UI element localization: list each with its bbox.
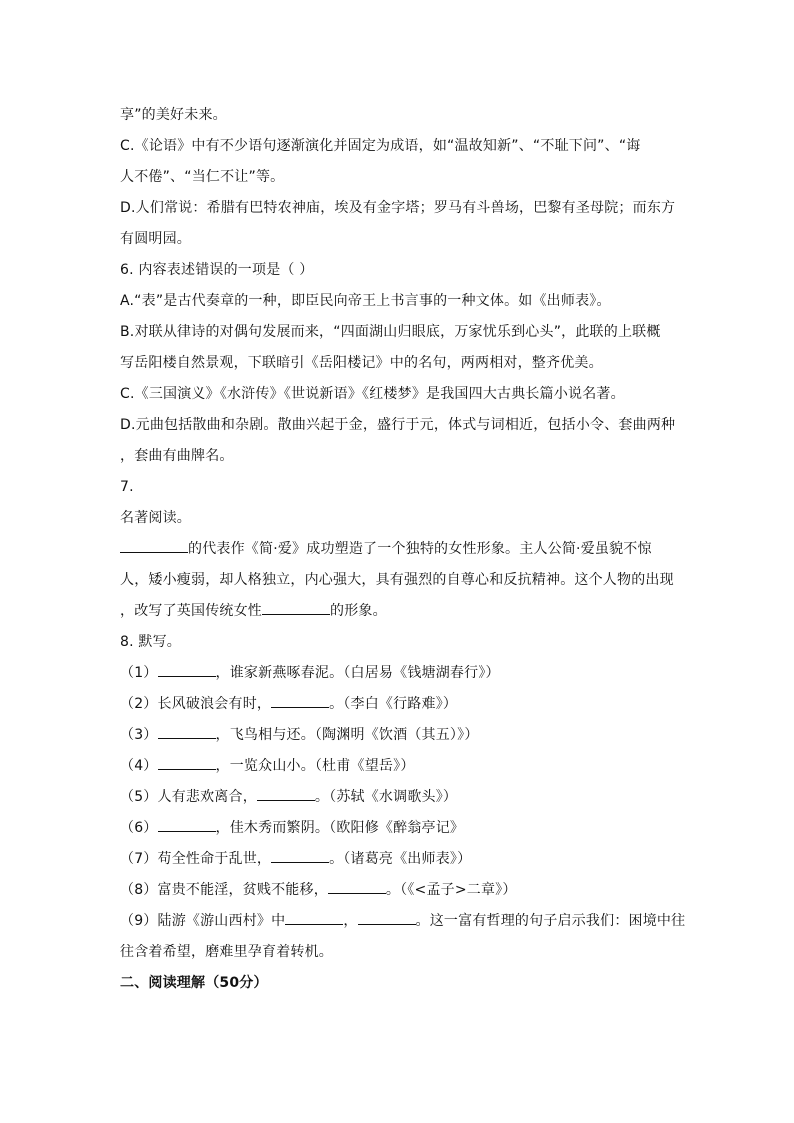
answer-blank[interactable] xyxy=(262,600,330,615)
item-prefix: （6） xyxy=(120,820,158,836)
q6-option-d-line2: ，套曲有曲牌名。 xyxy=(120,448,234,464)
document-page xyxy=(120,100,686,999)
q8-item-9 xyxy=(120,906,686,937)
answer-blank[interactable] xyxy=(158,662,216,677)
item-prefix: （9）陆游《游山西村》中 xyxy=(120,913,286,929)
answer-blank[interactable] xyxy=(271,693,329,708)
q7-line3-text-before: ，改写了英国传统女性 xyxy=(120,603,262,619)
item-prefix: （4） xyxy=(120,758,158,774)
q7-line3-text-after: 的形象。 xyxy=(330,603,387,619)
q7-line1 xyxy=(120,534,680,565)
item-suffix: 。（李白《行路难》） xyxy=(329,696,458,712)
answer-blank[interactable] xyxy=(271,848,329,863)
q7-line3 xyxy=(120,596,680,627)
question-7-title: 名著阅读。 xyxy=(120,510,191,526)
q6-option-c: C.《三国演义》《水浒传》《世说新语》《红楼梦》是我国四大古典长篇小说名著。 xyxy=(120,386,625,402)
answer-blank[interactable] xyxy=(158,817,216,832)
item-suffix: 。（诸葛亮《出师表》） xyxy=(329,851,472,867)
item-suffix: 。（苏轼《水调歌头》） xyxy=(314,789,458,805)
answer-blank[interactable] xyxy=(257,786,315,801)
text-line-5: 有圆明园。 xyxy=(120,231,191,247)
item-prefix: （7）苟全性命于乱世， xyxy=(120,851,272,867)
item-prefix: （1） xyxy=(120,665,158,681)
q6-option-b-line2: 写岳阳楼自然景观，下联暗引《岳阳楼记》中的名句，两两相对，整齐优美。 xyxy=(120,355,603,371)
q8-item-1 xyxy=(120,658,680,689)
question-6-heading: 6. 内容表述错误的一项是（ ） xyxy=(120,262,314,278)
item-suffix: ，一览众山小。（杜甫《望岳》） xyxy=(215,758,415,774)
item-suffix: 。（《<孟子>二章》） xyxy=(385,882,517,898)
text-line-1: 享”的美好未来。 xyxy=(120,107,227,123)
text-line-2: C.《论语》中有不少语句逐渐演化并固定为成语，如“温故知新”、“不耻下问”、“诲 xyxy=(120,138,641,154)
answer-blank[interactable] xyxy=(158,755,216,770)
q8-item-6 xyxy=(120,813,680,844)
q8-item-3 xyxy=(120,720,680,751)
item-prefix: （5）人有悲欢离合， xyxy=(120,789,257,805)
item-prefix: （2）长风破浪会有时， xyxy=(120,696,272,712)
item-suffix: ，飞鸟相与还。（陶渊明《饮酒（其五）》） xyxy=(215,727,479,743)
q6-option-b-line1: B.对联从律诗的对偶句发展而来，“四面湖山归眼底，万家忧乐到心头”，此联的上联概 xyxy=(120,324,661,340)
item-prefix: （8）富贵不能淫，贫贱不能移， xyxy=(120,882,328,898)
item-suffix: ，佳木秀而繁阴。（欧阳修《醉翁亭记》 xyxy=(215,820,465,836)
item-suffix: 。这一富有哲理的句子启示我们：困境中往 xyxy=(415,913,686,929)
question-8-heading: 8. 默写。 xyxy=(120,634,182,650)
question-7-number: 7. xyxy=(120,479,134,495)
q6-option-d-line1: D.元曲包括散曲和杂剧。散曲兴起于金，盛行于元，体式与词相近，包括小令、套曲两种 xyxy=(120,417,676,433)
q8-item-4 xyxy=(120,751,680,782)
answer-blank[interactable] xyxy=(328,879,386,894)
q8-item-5 xyxy=(120,782,680,813)
answer-blank[interactable] xyxy=(158,724,216,739)
answer-blank[interactable] xyxy=(285,910,343,925)
answer-blank[interactable] xyxy=(120,538,188,553)
q8-item-7 xyxy=(120,844,680,875)
item-prefix: （3） xyxy=(120,727,158,743)
q6-option-a: A.“表”是古代奏章的一种，即臣民向帝王上书言事的一种文体。如《出师表》。 xyxy=(120,293,611,309)
item-separator: ， xyxy=(343,913,358,929)
text-line-3: 人不倦”、“当仁不让”等。 xyxy=(120,169,285,185)
item-suffix: ，谁家新燕啄春泥。（白居易《钱塘湖春行》） xyxy=(215,665,500,681)
q7-line2: 人，矮小瘦弱，却人格独立，内心强大，具有强烈的自尊心和反抗精神。这个人物的出现 xyxy=(120,572,674,588)
q8-item-8 xyxy=(120,875,680,906)
q7-line1-text: 的代表作《简·爱》成功塑造了一个独特的女性形象。主人公简·爱虽貌不惊 xyxy=(188,541,652,557)
answer-blank[interactable] xyxy=(358,910,416,925)
text-line-4: D.人们常说：希腊有巴特农神庙，埃及有金字塔；罗马有斗兽场，巴黎有圣母院；而东方 xyxy=(120,200,676,216)
q8-item-9-line2: 往含着希望，磨难里孕育着转机。 xyxy=(120,944,333,960)
q8-item-2 xyxy=(120,689,680,720)
section-heading: 二、阅读理解（50分） xyxy=(120,975,268,991)
